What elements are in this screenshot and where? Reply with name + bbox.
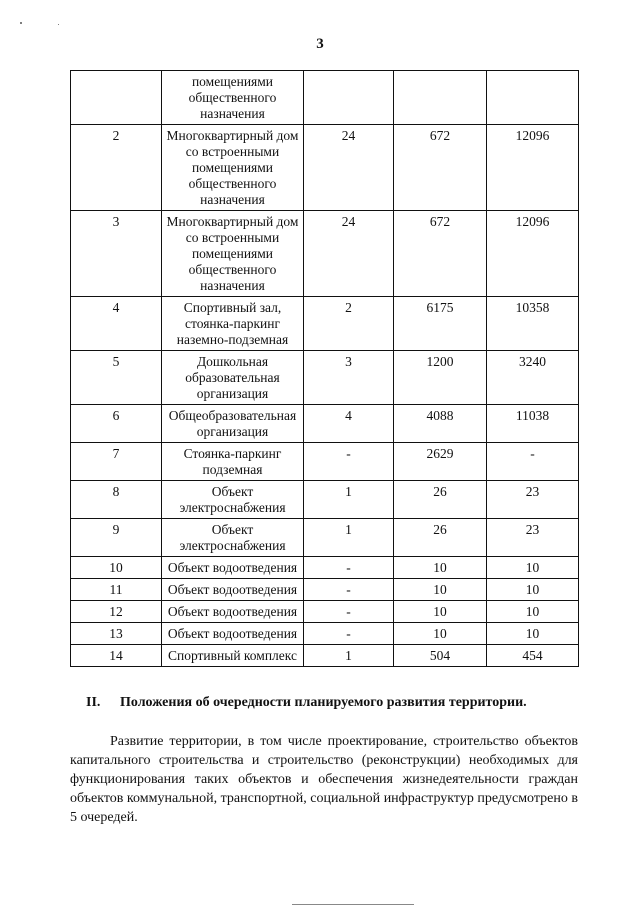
- table-row: [71, 71, 579, 125]
- row-number: [71, 71, 162, 125]
- object-name: Объект водоотведения: [162, 579, 304, 601]
- col-4-value: 1200: [394, 351, 487, 405]
- section-heading: [86, 695, 527, 711]
- col-5-value: 10358: [487, 297, 579, 351]
- object-name: Стоянка-паркинг подземная: [162, 443, 304, 481]
- col-3-value: 1: [304, 481, 394, 519]
- table-row: [71, 443, 579, 481]
- col-5-value: 3240: [487, 351, 579, 405]
- table-row: [71, 481, 579, 519]
- col-3-value: 1: [304, 519, 394, 557]
- row-number: 8: [71, 481, 162, 519]
- body-paragraph: Развитие территории, в том числе проектирование, строительство объектов капитального строительства и строительство (реконструкции) необходимых для функционирования таких объектов и обеспечения жизнедеятельности граждан объектов коммунальной, транспортной, социальной инфраструктур предусмотрено в 5 очередей.: [70, 734, 578, 825]
- col-5-value: 23: [487, 519, 579, 557]
- col-3-value: 2: [304, 297, 394, 351]
- col-5-value: 11038: [487, 405, 579, 443]
- scan-speck: [20, 22, 22, 24]
- col-4-value: 2629: [394, 443, 487, 481]
- row-number: 6: [71, 405, 162, 443]
- row-number: 13: [71, 623, 162, 645]
- col-4-value: 504: [394, 645, 487, 667]
- col-4-value: [394, 71, 487, 125]
- col-3-value: -: [304, 601, 394, 623]
- row-number: 14: [71, 645, 162, 667]
- col-3-value: [304, 71, 394, 125]
- col-3-value: 4: [304, 405, 394, 443]
- col-3-value: 24: [304, 125, 394, 211]
- row-number: 10: [71, 557, 162, 579]
- object-name: Объект водоотведения: [162, 601, 304, 623]
- table-row: [71, 557, 579, 579]
- object-name: Объект водоотведения: [162, 557, 304, 579]
- col-5-value: [487, 71, 579, 125]
- col-5-value: 10: [487, 623, 579, 645]
- row-number: 3: [71, 211, 162, 297]
- col-4-value: 6175: [394, 297, 487, 351]
- col-3-value: -: [304, 623, 394, 645]
- object-name: Объект электроснабжения: [162, 519, 304, 557]
- col-3-value: 1: [304, 645, 394, 667]
- col-4-value: 10: [394, 579, 487, 601]
- table-row: [71, 519, 579, 557]
- col-4-value: 672: [394, 211, 487, 297]
- page-number: 3: [316, 36, 324, 52]
- table-row: [71, 297, 579, 351]
- col-4-value: 672: [394, 125, 487, 211]
- col-4-value: 4088: [394, 405, 487, 443]
- col-4-value: 26: [394, 481, 487, 519]
- table-row: [71, 125, 579, 211]
- object-name: Спортивный комплекс: [162, 645, 304, 667]
- table-row: [71, 405, 579, 443]
- object-name: Многоквартирный дом со встроенными помещениями общественного назначения: [162, 125, 304, 211]
- col-5-value: 10: [487, 557, 579, 579]
- col-3-value: 24: [304, 211, 394, 297]
- col-5-value: 454: [487, 645, 579, 667]
- section-title: Положения об очередности планируемого развития территории.: [120, 695, 527, 710]
- row-number: 7: [71, 443, 162, 481]
- col-5-value: 12096: [487, 211, 579, 297]
- objects-table: [70, 70, 579, 667]
- table-row: [71, 211, 579, 297]
- row-number: 4: [71, 297, 162, 351]
- col-4-value: 26: [394, 519, 487, 557]
- object-name: помещениями общественного назначения: [162, 71, 304, 125]
- col-3-value: -: [304, 557, 394, 579]
- object-name: Спортивный зал, стоянка-паркинг наземно-подземная: [162, 297, 304, 351]
- object-name: Объект электроснабжения: [162, 481, 304, 519]
- col-4-value: 10: [394, 557, 487, 579]
- object-name: Общеобразовательная организация: [162, 405, 304, 443]
- table-row: [71, 351, 579, 405]
- row-number: 12: [71, 601, 162, 623]
- col-4-value: 10: [394, 623, 487, 645]
- col-3-value: 3: [304, 351, 394, 405]
- section-number: II.: [86, 695, 101, 710]
- table-row: [71, 579, 579, 601]
- scan-speck: [58, 24, 59, 25]
- table-row: [71, 645, 579, 667]
- object-name: Многоквартирный дом со встроенными помещениями общественного назначения: [162, 211, 304, 297]
- col-4-value: 10: [394, 601, 487, 623]
- col-5-value: 10: [487, 579, 579, 601]
- row-number: 2: [71, 125, 162, 211]
- row-number: 11: [71, 579, 162, 601]
- object-name: Дошкольная образовательная организация: [162, 351, 304, 405]
- table-row: [71, 623, 579, 645]
- col-5-value: 10: [487, 601, 579, 623]
- row-number: 9: [71, 519, 162, 557]
- table-row: [71, 601, 579, 623]
- col-3-value: -: [304, 579, 394, 601]
- col-5-value: 23: [487, 481, 579, 519]
- col-5-value: -: [487, 443, 579, 481]
- object-name: Объект водоотведения: [162, 623, 304, 645]
- col-3-value: -: [304, 443, 394, 481]
- row-number: 5: [71, 351, 162, 405]
- col-5-value: 12096: [487, 125, 579, 211]
